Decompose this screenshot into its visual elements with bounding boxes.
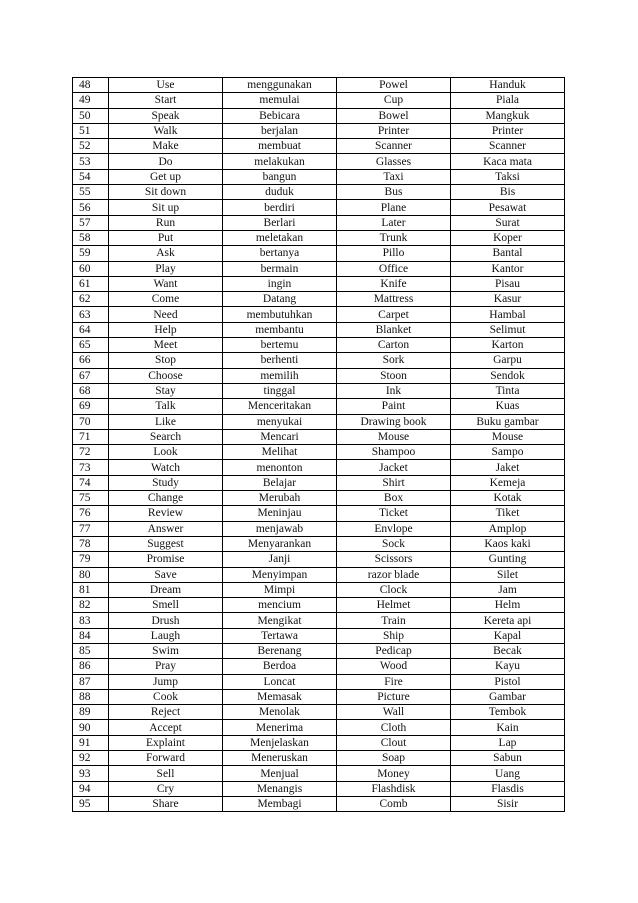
table-row	[73, 185, 565, 200]
indonesian-noun-cell: Kaca mata	[451, 154, 565, 169]
table-row	[73, 796, 565, 811]
english-noun-cell: Blanket	[337, 322, 451, 337]
table-row	[73, 261, 565, 276]
table-row	[73, 123, 565, 138]
english-verb-cell: Drush	[109, 613, 223, 628]
table-row	[73, 598, 565, 613]
row-number-cell: 55	[73, 185, 109, 200]
indonesian-verb-cell: Membagi	[223, 796, 337, 811]
english-noun-cell: Knife	[337, 276, 451, 291]
english-noun-cell: Ticket	[337, 506, 451, 521]
row-number-cell: 68	[73, 383, 109, 398]
english-verb-cell: Stop	[109, 353, 223, 368]
english-noun-cell: Clock	[337, 582, 451, 597]
indonesian-verb-cell: Menceritakan	[223, 399, 337, 414]
indonesian-verb-cell: Mencari	[223, 429, 337, 444]
english-noun-cell: Picture	[337, 689, 451, 704]
indonesian-verb-cell: Menolak	[223, 705, 337, 720]
english-verb-cell: Save	[109, 567, 223, 582]
indonesian-verb-cell: Menangis	[223, 781, 337, 796]
row-number-cell: 69	[73, 399, 109, 414]
indonesian-noun-cell: Becak	[451, 643, 565, 658]
english-verb-cell: Study	[109, 475, 223, 490]
row-number-cell: 49	[73, 93, 109, 108]
row-number-cell: 54	[73, 169, 109, 184]
row-number-cell: 51	[73, 123, 109, 138]
indonesian-verb-cell: menggunakan	[223, 78, 337, 93]
row-number-cell: 65	[73, 338, 109, 353]
indonesian-noun-cell: Sampo	[451, 445, 565, 460]
english-verb-cell: Look	[109, 445, 223, 460]
table-row	[73, 582, 565, 597]
indonesian-noun-cell: Kantor	[451, 261, 565, 276]
row-number-cell: 76	[73, 506, 109, 521]
table-row	[73, 108, 565, 123]
indonesian-verb-cell: membutuhkan	[223, 307, 337, 322]
english-verb-cell: Explaint	[109, 735, 223, 750]
row-number-cell: 66	[73, 353, 109, 368]
english-noun-cell: Cup	[337, 93, 451, 108]
english-verb-cell: Share	[109, 796, 223, 811]
indonesian-verb-cell: memilih	[223, 368, 337, 383]
indonesian-noun-cell: Surat	[451, 215, 565, 230]
indonesian-noun-cell: Tinta	[451, 383, 565, 398]
indonesian-verb-cell: Tertawa	[223, 628, 337, 643]
indonesian-verb-cell: bermain	[223, 261, 337, 276]
row-number-cell: 78	[73, 536, 109, 551]
indonesian-noun-cell: Taksi	[451, 169, 565, 184]
english-verb-cell: Accept	[109, 720, 223, 735]
english-verb-cell: Cook	[109, 689, 223, 704]
english-verb-cell: Reject	[109, 705, 223, 720]
indonesian-verb-cell: duduk	[223, 185, 337, 200]
english-noun-cell: Trunk	[337, 230, 451, 245]
english-verb-cell: Play	[109, 261, 223, 276]
english-verb-cell: Review	[109, 506, 223, 521]
row-number-cell: 86	[73, 659, 109, 674]
row-number-cell: 95	[73, 796, 109, 811]
english-noun-cell: Shirt	[337, 475, 451, 490]
indonesian-verb-cell: memulai	[223, 93, 337, 108]
table-row	[73, 521, 565, 536]
indonesian-verb-cell: membuat	[223, 139, 337, 154]
table-row	[73, 368, 565, 383]
indonesian-noun-cell: Pistol	[451, 674, 565, 689]
indonesian-verb-cell: Mengikat	[223, 613, 337, 628]
table-row	[73, 536, 565, 551]
english-verb-cell: Do	[109, 154, 223, 169]
indonesian-verb-cell: bertanya	[223, 246, 337, 261]
table-row	[73, 276, 565, 291]
row-number-cell: 85	[73, 643, 109, 658]
indonesian-verb-cell: membantu	[223, 322, 337, 337]
indonesian-noun-cell: Kain	[451, 720, 565, 735]
english-verb-cell: Start	[109, 93, 223, 108]
english-verb-cell: Talk	[109, 399, 223, 414]
english-verb-cell: Help	[109, 322, 223, 337]
indonesian-noun-cell: Lap	[451, 735, 565, 750]
english-verb-cell: Promise	[109, 552, 223, 567]
indonesian-verb-cell: Bebicara	[223, 108, 337, 123]
row-number-cell: 70	[73, 414, 109, 429]
english-noun-cell: Wood	[337, 659, 451, 674]
english-noun-cell: Clout	[337, 735, 451, 750]
indonesian-noun-cell: Pisau	[451, 276, 565, 291]
english-noun-cell: Paint	[337, 399, 451, 414]
english-noun-cell: Ship	[337, 628, 451, 643]
table-row	[73, 414, 565, 429]
indonesian-verb-cell: Meninjau	[223, 506, 337, 521]
table-row	[73, 751, 565, 766]
table-row	[73, 491, 565, 506]
table-row	[73, 460, 565, 475]
row-number-cell: 79	[73, 552, 109, 567]
indonesian-noun-cell: Gunting	[451, 552, 565, 567]
table-row	[73, 445, 565, 460]
table-row	[73, 93, 565, 108]
row-number-cell: 52	[73, 139, 109, 154]
indonesian-verb-cell: berdiri	[223, 200, 337, 215]
table-row	[73, 383, 565, 398]
english-noun-cell: Later	[337, 215, 451, 230]
english-noun-cell: Scanner	[337, 139, 451, 154]
table-row	[73, 200, 565, 215]
table-row	[73, 475, 565, 490]
english-verb-cell: Need	[109, 307, 223, 322]
row-number-cell: 50	[73, 108, 109, 123]
row-number-cell: 88	[73, 689, 109, 704]
english-noun-cell: Flashdisk	[337, 781, 451, 796]
row-number-cell: 93	[73, 766, 109, 781]
indonesian-noun-cell: Karton	[451, 338, 565, 353]
indonesian-verb-cell: berhenti	[223, 353, 337, 368]
indonesian-noun-cell: Uang	[451, 766, 565, 781]
indonesian-noun-cell: Kotak	[451, 491, 565, 506]
table-row	[73, 735, 565, 750]
table-row	[73, 781, 565, 796]
english-noun-cell: Mouse	[337, 429, 451, 444]
english-verb-cell: Swim	[109, 643, 223, 658]
row-number-cell: 90	[73, 720, 109, 735]
table-row	[73, 230, 565, 245]
table-row	[73, 613, 565, 628]
english-noun-cell: Plane	[337, 200, 451, 215]
english-verb-cell: Laugh	[109, 628, 223, 643]
english-noun-cell: Bowel	[337, 108, 451, 123]
row-number-cell: 72	[73, 445, 109, 460]
row-number-cell: 71	[73, 429, 109, 444]
english-verb-cell: Change	[109, 491, 223, 506]
english-noun-cell: Envlope	[337, 521, 451, 536]
english-noun-cell: Helmet	[337, 598, 451, 613]
indonesian-verb-cell: melakukan	[223, 154, 337, 169]
table-row	[73, 705, 565, 720]
row-number-cell: 57	[73, 215, 109, 230]
english-verb-cell: Search	[109, 429, 223, 444]
english-verb-cell: Meet	[109, 338, 223, 353]
row-number-cell: 60	[73, 261, 109, 276]
indonesian-noun-cell: Bantal	[451, 246, 565, 261]
english-verb-cell: Walk	[109, 123, 223, 138]
row-number-cell: 82	[73, 598, 109, 613]
indonesian-verb-cell: Merubah	[223, 491, 337, 506]
row-number-cell: 84	[73, 628, 109, 643]
indonesian-noun-cell: Flasdis	[451, 781, 565, 796]
english-noun-cell: Bus	[337, 185, 451, 200]
row-number-cell: 74	[73, 475, 109, 490]
english-verb-cell: Pray	[109, 659, 223, 674]
english-verb-cell: Ask	[109, 246, 223, 261]
table-row	[73, 628, 565, 643]
english-noun-cell: Printer	[337, 123, 451, 138]
row-number-cell: 64	[73, 322, 109, 337]
indonesian-verb-cell: Menerima	[223, 720, 337, 735]
english-verb-cell: Make	[109, 139, 223, 154]
indonesian-noun-cell: Printer	[451, 123, 565, 138]
table-row	[73, 567, 565, 582]
table-row	[73, 689, 565, 704]
english-verb-cell: Answer	[109, 521, 223, 536]
table-row	[73, 506, 565, 521]
table-row	[73, 78, 565, 93]
row-number-cell: 80	[73, 567, 109, 582]
indonesian-noun-cell: Sabun	[451, 751, 565, 766]
indonesian-noun-cell: Scanner	[451, 139, 565, 154]
row-number-cell: 77	[73, 521, 109, 536]
table-row	[73, 292, 565, 307]
english-verb-cell: Sit down	[109, 185, 223, 200]
indonesian-noun-cell: Garpu	[451, 353, 565, 368]
vocabulary-table	[72, 77, 565, 812]
row-number-cell: 94	[73, 781, 109, 796]
english-noun-cell: Stoon	[337, 368, 451, 383]
indonesian-verb-cell: Menyarankan	[223, 536, 337, 551]
indonesian-noun-cell: Jam	[451, 582, 565, 597]
indonesian-verb-cell: bangun	[223, 169, 337, 184]
indonesian-noun-cell: Kasur	[451, 292, 565, 307]
indonesian-verb-cell: Berlari	[223, 215, 337, 230]
indonesian-noun-cell: Mouse	[451, 429, 565, 444]
table-row	[73, 169, 565, 184]
indonesian-noun-cell: Pesawat	[451, 200, 565, 215]
indonesian-verb-cell: Menjelaskan	[223, 735, 337, 750]
indonesian-verb-cell: Menyimpan	[223, 567, 337, 582]
english-verb-cell: Watch	[109, 460, 223, 475]
indonesian-noun-cell: Tiket	[451, 506, 565, 521]
indonesian-verb-cell: Berenang	[223, 643, 337, 658]
english-noun-cell: Fire	[337, 674, 451, 689]
indonesian-noun-cell: Tembok	[451, 705, 565, 720]
english-noun-cell: Pedicap	[337, 643, 451, 658]
row-number-cell: 81	[73, 582, 109, 597]
english-verb-cell: Run	[109, 215, 223, 230]
english-verb-cell: Come	[109, 292, 223, 307]
row-number-cell: 67	[73, 368, 109, 383]
table-row	[73, 429, 565, 444]
indonesian-verb-cell: Melihat	[223, 445, 337, 460]
table-row	[73, 154, 565, 169]
english-verb-cell: Forward	[109, 751, 223, 766]
indonesian-noun-cell: Hambal	[451, 307, 565, 322]
english-noun-cell: Soap	[337, 751, 451, 766]
english-noun-cell: Powel	[337, 78, 451, 93]
indonesian-verb-cell: mencium	[223, 598, 337, 613]
indonesian-noun-cell: Koper	[451, 230, 565, 245]
english-noun-cell: Money	[337, 766, 451, 781]
indonesian-noun-cell: Kayu	[451, 659, 565, 674]
english-noun-cell: razor blade	[337, 567, 451, 582]
indonesian-verb-cell: Datang	[223, 292, 337, 307]
english-verb-cell: Jump	[109, 674, 223, 689]
english-verb-cell: Like	[109, 414, 223, 429]
indonesian-verb-cell: menjawab	[223, 521, 337, 536]
indonesian-noun-cell: Sisir	[451, 796, 565, 811]
vocabulary-table-body	[73, 78, 565, 812]
row-number-cell: 91	[73, 735, 109, 750]
indonesian-verb-cell: bertemu	[223, 338, 337, 353]
english-verb-cell: Suggest	[109, 536, 223, 551]
english-noun-cell: Shampoo	[337, 445, 451, 460]
english-verb-cell: Stay	[109, 383, 223, 398]
indonesian-noun-cell: Kereta api	[451, 613, 565, 628]
indonesian-noun-cell: Amplop	[451, 521, 565, 536]
table-row	[73, 659, 565, 674]
english-noun-cell: Sock	[337, 536, 451, 551]
indonesian-noun-cell: Kaos kaki	[451, 536, 565, 551]
english-noun-cell: Glasses	[337, 154, 451, 169]
english-noun-cell: Comb	[337, 796, 451, 811]
english-verb-cell: Sit up	[109, 200, 223, 215]
english-noun-cell: Box	[337, 491, 451, 506]
table-row	[73, 307, 565, 322]
indonesian-noun-cell: Kemeja	[451, 475, 565, 490]
indonesian-verb-cell: Mimpi	[223, 582, 337, 597]
english-noun-cell: Sork	[337, 353, 451, 368]
row-number-cell: 59	[73, 246, 109, 261]
english-noun-cell: Carton	[337, 338, 451, 353]
row-number-cell: 73	[73, 460, 109, 475]
table-row	[73, 215, 565, 230]
english-verb-cell: Speak	[109, 108, 223, 123]
indonesian-verb-cell: menyukai	[223, 414, 337, 429]
indonesian-noun-cell: Silet	[451, 567, 565, 582]
row-number-cell: 58	[73, 230, 109, 245]
english-verb-cell: Sell	[109, 766, 223, 781]
table-row	[73, 674, 565, 689]
english-verb-cell: Put	[109, 230, 223, 245]
indonesian-verb-cell: Belajar	[223, 475, 337, 490]
row-number-cell: 48	[73, 78, 109, 93]
indonesian-noun-cell: Handuk	[451, 78, 565, 93]
indonesian-verb-cell: Menjual	[223, 766, 337, 781]
english-verb-cell: Want	[109, 276, 223, 291]
indonesian-noun-cell: Sendok	[451, 368, 565, 383]
table-row	[73, 353, 565, 368]
table-row	[73, 139, 565, 154]
english-noun-cell: Drawing book	[337, 414, 451, 429]
english-noun-cell: Train	[337, 613, 451, 628]
english-noun-cell: Cloth	[337, 720, 451, 735]
row-number-cell: 61	[73, 276, 109, 291]
row-number-cell: 63	[73, 307, 109, 322]
indonesian-verb-cell: Memasak	[223, 689, 337, 704]
indonesian-verb-cell: berjalan	[223, 123, 337, 138]
table-row	[73, 246, 565, 261]
english-noun-cell: Taxi	[337, 169, 451, 184]
indonesian-verb-cell: Janji	[223, 552, 337, 567]
english-noun-cell: Wall	[337, 705, 451, 720]
english-verb-cell: Cry	[109, 781, 223, 796]
row-number-cell: 62	[73, 292, 109, 307]
table-row	[73, 552, 565, 567]
english-noun-cell: Jacket	[337, 460, 451, 475]
indonesian-noun-cell: Kuas	[451, 399, 565, 414]
english-verb-cell: Choose	[109, 368, 223, 383]
row-number-cell: 56	[73, 200, 109, 215]
table-row	[73, 720, 565, 735]
indonesian-noun-cell: Buku gambar	[451, 414, 565, 429]
indonesian-noun-cell: Bis	[451, 185, 565, 200]
table-row	[73, 766, 565, 781]
indonesian-verb-cell: menonton	[223, 460, 337, 475]
english-verb-cell: Dream	[109, 582, 223, 597]
indonesian-noun-cell: Mangkuk	[451, 108, 565, 123]
table-row	[73, 338, 565, 353]
row-number-cell: 53	[73, 154, 109, 169]
english-noun-cell: Ink	[337, 383, 451, 398]
english-verb-cell: Smell	[109, 598, 223, 613]
indonesian-verb-cell: Loncat	[223, 674, 337, 689]
row-number-cell: 83	[73, 613, 109, 628]
english-noun-cell: Pillo	[337, 246, 451, 261]
indonesian-noun-cell: Jaket	[451, 460, 565, 475]
english-noun-cell: Office	[337, 261, 451, 276]
row-number-cell: 92	[73, 751, 109, 766]
row-number-cell: 75	[73, 491, 109, 506]
indonesian-noun-cell: Selimut	[451, 322, 565, 337]
indonesian-verb-cell: meletakan	[223, 230, 337, 245]
english-noun-cell: Mattress	[337, 292, 451, 307]
english-noun-cell: Carpet	[337, 307, 451, 322]
row-number-cell: 87	[73, 674, 109, 689]
indonesian-verb-cell: Berdoa	[223, 659, 337, 674]
table-row	[73, 322, 565, 337]
english-verb-cell: Get up	[109, 169, 223, 184]
indonesian-verb-cell: ingin	[223, 276, 337, 291]
indonesian-verb-cell: Meneruskan	[223, 751, 337, 766]
english-noun-cell: Scissors	[337, 552, 451, 567]
indonesian-noun-cell: Kapal	[451, 628, 565, 643]
indonesian-noun-cell: Gambar	[451, 689, 565, 704]
table-row	[73, 643, 565, 658]
table-row	[73, 399, 565, 414]
indonesian-noun-cell: Piala	[451, 93, 565, 108]
indonesian-noun-cell: Helm	[451, 598, 565, 613]
english-verb-cell: Use	[109, 78, 223, 93]
indonesian-verb-cell: tinggal	[223, 383, 337, 398]
row-number-cell: 89	[73, 705, 109, 720]
